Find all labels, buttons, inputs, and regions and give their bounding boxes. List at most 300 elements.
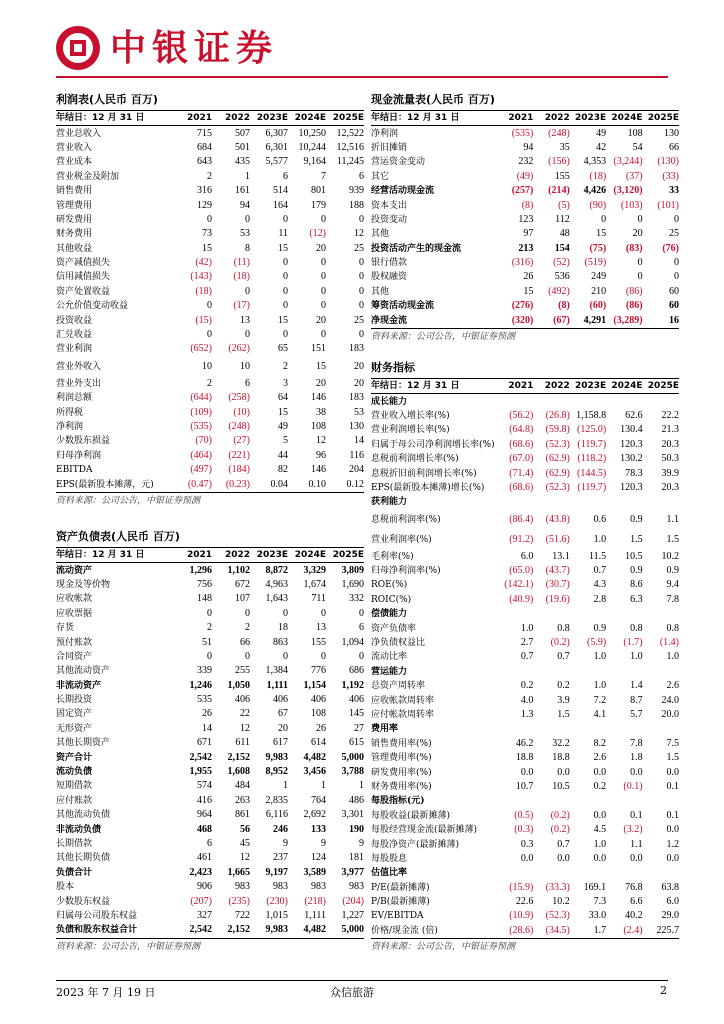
cell-value: 48 xyxy=(559,228,570,240)
row-label: 净现金流 xyxy=(371,315,408,326)
row-label: 现金及等价物 xyxy=(56,579,111,590)
row-label: 销售费用 xyxy=(56,186,93,197)
cell-value: 210 xyxy=(591,285,607,297)
cell-value: 1.5 xyxy=(666,533,679,545)
cell-value: 130.2 xyxy=(620,453,643,465)
cell-value: 0 xyxy=(245,329,250,341)
cell-value: 123 xyxy=(518,213,534,225)
cell-value: (0.2) xyxy=(550,809,570,821)
cell-value: 4,482 xyxy=(303,751,326,763)
cell-value: 0.0 xyxy=(666,824,679,836)
cell-value: 4.5 xyxy=(593,824,607,836)
header-label: 年结日：12 月 31 日 xyxy=(56,548,174,563)
cashflow-statement xyxy=(371,90,679,345)
cell-value: (62.9) xyxy=(545,467,570,479)
cell-value: 0 xyxy=(359,300,364,312)
cell-value: 20 xyxy=(316,314,326,326)
cell-value: 764 xyxy=(311,794,326,806)
table-row xyxy=(371,213,679,227)
cell-value: 5.7 xyxy=(630,709,643,720)
table-row xyxy=(56,592,364,606)
header-label: 年结日：12 月 31 日 xyxy=(56,111,174,126)
cell-value: 4,291 xyxy=(583,314,607,326)
cell-value: 183 xyxy=(349,392,364,404)
row-label: 息税前利润率(%) xyxy=(371,514,441,525)
table-header-row xyxy=(56,111,364,126)
cell-value: 9,983 xyxy=(265,751,288,763)
cell-value: 0.8 xyxy=(666,622,679,634)
cell-value: (12) xyxy=(309,228,326,240)
cell-value: 722 xyxy=(235,909,250,921)
table-row xyxy=(371,313,679,327)
cell-value: (5.9) xyxy=(587,637,607,649)
row-label: 股权融资 xyxy=(371,272,408,283)
cell-value: (86.4) xyxy=(509,513,534,525)
cell-value: 130.4 xyxy=(620,424,643,436)
cell-value: 14 xyxy=(354,435,364,447)
cell-value: 964 xyxy=(197,809,212,821)
cell-value: 120.3 xyxy=(620,438,643,450)
cell-value: 0.0 xyxy=(630,766,643,778)
cell-value: 435 xyxy=(235,156,250,168)
cell-value: 0.7 xyxy=(593,565,607,577)
cell-value: 26 xyxy=(202,708,212,720)
cell-value: 486 xyxy=(349,794,364,806)
cell-value xyxy=(606,394,642,409)
cell-value: 0.2 xyxy=(557,680,570,692)
table-row xyxy=(371,394,679,409)
cell-value: 20 xyxy=(278,722,288,734)
cell-value: (184) xyxy=(228,464,250,476)
cell-value: 2,835 xyxy=(265,794,288,806)
cashflow-source: 资料来源：公司公告，中银证券预测 xyxy=(371,328,679,345)
row-label: 投资收益 xyxy=(56,315,93,326)
cell-value: (15) xyxy=(195,314,212,326)
cell-value: 0.0 xyxy=(630,852,643,864)
cell-value: 8.2 xyxy=(593,737,607,749)
table-row xyxy=(56,765,364,779)
balance-sheet xyxy=(56,527,364,955)
cashflow-table xyxy=(371,111,679,328)
cell-value: 514 xyxy=(273,185,288,197)
cell-value xyxy=(643,495,679,509)
cell-value: 5 xyxy=(283,435,288,447)
header-year: 2025E xyxy=(643,111,679,126)
table-row xyxy=(56,779,364,793)
cell-value: 1.2 xyxy=(666,838,679,850)
cell-value: 0.7 xyxy=(557,651,570,663)
cell-value: (519) xyxy=(584,257,607,269)
cell-value: 0 xyxy=(245,607,250,619)
cell-value: 25 xyxy=(669,228,679,240)
cell-value: 65 xyxy=(278,343,288,355)
row-label: 筹资活动现金流 xyxy=(371,301,435,312)
page-header xyxy=(56,24,668,78)
cell-value: (10.9) xyxy=(509,910,534,922)
row-label: 研发费用率(%) xyxy=(371,767,432,778)
cell-value: 2.7 xyxy=(520,637,534,649)
cell-value: 0 xyxy=(283,650,288,662)
row-label: 营业外收入 xyxy=(56,361,102,372)
cell-value: 2.6 xyxy=(593,752,607,764)
cell-value xyxy=(570,665,606,679)
row-label: 营业成本 xyxy=(56,157,93,168)
cell-value: 686 xyxy=(349,665,364,677)
cell-value: 107 xyxy=(235,593,250,605)
cell-value: (248) xyxy=(548,127,570,139)
row-label: 归属母公司股东权益 xyxy=(56,910,138,921)
cell-value: 0.1 xyxy=(666,809,679,821)
cell-value: (8) xyxy=(558,300,570,312)
cell-value: 108 xyxy=(311,421,326,432)
cell-value: 983 xyxy=(273,881,288,893)
cell-value: 983 xyxy=(311,881,326,893)
row-label: 流动资产 xyxy=(56,565,93,576)
cell-value: 1,015 xyxy=(265,909,288,921)
cell-value: (218) xyxy=(304,895,326,907)
header-year: 2021 xyxy=(174,111,212,126)
cell-value: 27 xyxy=(354,722,364,734)
table-row xyxy=(371,184,679,198)
cell-value: 94 xyxy=(240,199,250,211)
cell-value: 2,423 xyxy=(189,866,212,878)
cell-value: 1.0 xyxy=(593,838,607,850)
table-row xyxy=(56,227,364,241)
table-row xyxy=(56,607,364,621)
cell-value: 0.0 xyxy=(666,766,679,778)
cell-value: (26.8) xyxy=(545,409,570,421)
cell-value: 46.2 xyxy=(515,737,534,749)
cell-value: 15 xyxy=(316,360,326,372)
cell-value: 1,154 xyxy=(303,679,326,691)
cell-value xyxy=(533,394,569,409)
row-label: EPS(最新股本摊薄，元) xyxy=(56,479,154,490)
table-row xyxy=(56,434,364,448)
table-row xyxy=(56,242,364,256)
cell-value: (3,244) xyxy=(613,156,643,168)
cell-value: 120.3 xyxy=(620,481,643,493)
table-row xyxy=(371,285,679,299)
row-label: 合同资产 xyxy=(56,651,93,662)
cell-value: 9,197 xyxy=(265,866,288,878)
cell-value: 0 xyxy=(637,257,643,269)
cell-value: 0 xyxy=(283,285,288,297)
row-label: EPS(最新股本摊薄)增长(%) xyxy=(371,482,485,493)
row-label: 投资变动 xyxy=(371,214,408,225)
cell-value: 0.12 xyxy=(346,478,364,490)
cell-value: 0 xyxy=(674,271,679,283)
cell-value: 9.4 xyxy=(666,579,679,591)
cell-value: (497) xyxy=(190,464,212,476)
table-row xyxy=(56,299,364,313)
cell-value: 2 xyxy=(207,377,212,389)
cell-value: (262) xyxy=(228,343,250,355)
cell-value: 124 xyxy=(311,852,326,864)
cell-value: 2,542 xyxy=(189,924,212,936)
cell-value: 49 xyxy=(278,421,288,432)
cell-value: 10.5 xyxy=(552,780,570,792)
table-row xyxy=(371,794,679,808)
cell-value: 151 xyxy=(311,343,326,355)
cell-value: 711 xyxy=(311,593,326,605)
header-year: 2024E xyxy=(606,379,642,394)
cell-value: 684 xyxy=(197,141,212,153)
header-year: 2023E xyxy=(250,548,288,563)
cell-value: (204) xyxy=(342,895,364,907)
cell-value: (67) xyxy=(553,314,570,326)
cell-value: (248) xyxy=(228,421,250,432)
cell-value: 0 xyxy=(321,213,326,225)
cell-value: 6,307 xyxy=(265,127,288,139)
cell-value: (86) xyxy=(625,285,643,297)
table-row xyxy=(371,665,679,679)
cell-value: (652) xyxy=(190,343,212,355)
row-label: 销售费用率(%) xyxy=(371,738,432,749)
cell-value: 225.7 xyxy=(656,924,679,936)
cell-value: 1.1 xyxy=(630,838,643,850)
cell-value: 939 xyxy=(349,185,364,197)
cell-value: 21.3 xyxy=(661,424,679,436)
cell-value: 39.9 xyxy=(661,467,679,479)
cell-value: 1.0 xyxy=(593,680,607,692)
cell-value: (276) xyxy=(511,300,534,312)
header-year: 2021 xyxy=(497,379,533,394)
row-label: 息税前利润增长率(%) xyxy=(371,454,459,465)
cell-value: 801 xyxy=(311,185,326,197)
table-row xyxy=(56,328,364,342)
row-label: 长期借款 xyxy=(56,839,93,849)
row-label: 应收票据 xyxy=(56,608,93,619)
cell-value: 66 xyxy=(240,636,250,648)
cell-value: (43.8) xyxy=(545,513,570,525)
cell-value: 13 xyxy=(240,314,250,326)
cell-value: 0.0 xyxy=(593,852,607,864)
table-row xyxy=(371,866,679,880)
cell-value: (320) xyxy=(511,314,534,326)
cell-value: (65.0) xyxy=(509,565,534,577)
cell-value: 6.0 xyxy=(520,550,534,562)
table-row xyxy=(56,270,364,284)
cell-value: (86) xyxy=(625,300,643,312)
cell-value: 44 xyxy=(278,449,288,461)
cell-value: 2 xyxy=(283,360,288,372)
cell-value: (214) xyxy=(548,185,570,197)
cell-value: 2,692 xyxy=(303,809,326,821)
cell-value xyxy=(533,665,569,679)
cell-value xyxy=(570,794,606,808)
cell-value: 0 xyxy=(359,329,364,341)
cell-value: 339 xyxy=(197,665,212,677)
cell-value: 0 xyxy=(283,300,288,312)
row-label: 营业外支出 xyxy=(56,378,102,389)
cell-value: 0.10 xyxy=(308,478,326,490)
cell-value: 0.1 xyxy=(630,809,643,821)
table-row xyxy=(371,550,679,564)
table-row xyxy=(56,621,364,635)
cell-value: 0 xyxy=(207,650,212,662)
cell-value: 1.0 xyxy=(520,622,534,634)
row-label: 预付账款 xyxy=(56,637,93,648)
header-label: 年结日：12 月 31 日 xyxy=(371,379,497,394)
cell-value: 10.2 xyxy=(552,896,570,908)
row-label: 成长能力 xyxy=(371,396,408,407)
table-row xyxy=(56,377,364,391)
table-row xyxy=(56,750,364,764)
cell-value: 15 xyxy=(278,314,288,326)
cell-value: (75) xyxy=(589,242,607,254)
row-label: 净利润 xyxy=(56,422,84,432)
cell-value: 0 xyxy=(637,271,643,283)
cell-value: 4,426 xyxy=(583,185,607,197)
cell-value: 0 xyxy=(321,650,326,662)
cell-value: (76) xyxy=(662,242,679,254)
cell-value: 0 xyxy=(359,607,364,619)
cell-value xyxy=(533,607,569,621)
row-label: 资产处置收益 xyxy=(56,286,111,297)
cell-value: (68.6) xyxy=(509,481,534,493)
cell-value: (18) xyxy=(233,271,250,283)
cell-value: 148 xyxy=(197,593,212,605)
cell-value: 169.1 xyxy=(583,881,607,893)
cell-value: 0.9 xyxy=(630,565,643,577)
cell-value: 0 xyxy=(674,213,679,225)
row-label: 其他长期资产 xyxy=(56,738,111,749)
cell-value: 66 xyxy=(669,141,679,153)
cell-value: 0 xyxy=(207,213,212,225)
cell-value: 1,111 xyxy=(304,909,326,921)
cell-value: 501 xyxy=(235,141,250,153)
row-label: 银行借款 xyxy=(371,258,408,269)
cell-value: 9 xyxy=(321,838,326,849)
cell-value: 3,788 xyxy=(341,766,364,778)
cell-value: (17) xyxy=(233,300,250,312)
cell-value: 62.6 xyxy=(625,409,643,421)
table-row xyxy=(371,510,679,530)
cell-value: (52.3) xyxy=(545,481,570,493)
cell-value: 0 xyxy=(359,257,364,269)
cell-value: 0 xyxy=(321,607,326,619)
table-row xyxy=(371,141,679,155)
cell-value: (0.5) xyxy=(514,809,534,821)
row-label: 应收帐款周转率 xyxy=(371,695,435,706)
cell-value: 1 xyxy=(321,780,326,792)
cell-value: 0 xyxy=(321,329,326,341)
boc-logo-icon xyxy=(56,26,100,70)
cell-value: 20 xyxy=(354,377,364,389)
table-row xyxy=(56,405,364,419)
cell-value: 11 xyxy=(278,228,288,240)
table-row xyxy=(371,881,679,895)
cell-value: 204 xyxy=(349,464,364,476)
header-year: 2025E xyxy=(643,379,679,394)
row-label: 息税折旧前利润增长率(%) xyxy=(371,468,477,479)
cell-value: 10.7 xyxy=(515,780,534,792)
table-row xyxy=(56,851,364,865)
cell-value: (130) xyxy=(657,156,679,168)
cell-value xyxy=(533,495,569,509)
cell-value: 0 xyxy=(637,213,643,225)
footer-rule xyxy=(56,980,668,981)
cell-value: 0 xyxy=(321,271,326,283)
cell-value: 3,589 xyxy=(303,866,326,878)
cell-value: (207) xyxy=(190,895,212,907)
row-label: 费用率 xyxy=(371,724,399,735)
cell-value: 983 xyxy=(349,881,364,893)
cell-value: (43.7) xyxy=(545,565,570,577)
cell-value: 10.2 xyxy=(661,550,679,562)
cell-value: 24.0 xyxy=(661,694,679,706)
header-year: 2022 xyxy=(533,379,569,394)
row-label: 营运能力 xyxy=(371,666,408,677)
cell-value: 35 xyxy=(559,141,570,153)
table-row xyxy=(56,184,364,198)
header-year: 2022 xyxy=(533,111,569,126)
cell-value: 25 xyxy=(354,314,364,326)
header-year: 2023E xyxy=(570,379,606,394)
cell-value: 574 xyxy=(197,780,212,792)
row-label: 所得税 xyxy=(56,407,84,418)
cell-value: 1,227 xyxy=(341,909,364,921)
table-row xyxy=(371,242,679,256)
cell-value: 4,482 xyxy=(303,924,326,936)
cell-value: 1,246 xyxy=(189,679,212,691)
cell-value: 332 xyxy=(349,593,364,605)
row-label: 非流动资产 xyxy=(56,680,102,691)
cell-value: 617 xyxy=(273,737,288,749)
table-row xyxy=(371,621,679,635)
cell-value: (535) xyxy=(511,127,534,139)
cell-value: 45 xyxy=(240,838,250,849)
cell-value: (19.6) xyxy=(545,593,570,605)
cell-value: 2 xyxy=(207,622,212,634)
table-row xyxy=(56,449,364,463)
cell-value: (90) xyxy=(589,199,607,211)
table-row xyxy=(371,737,679,751)
row-label: 资产负债率 xyxy=(371,623,417,634)
row-label: 无形资产 xyxy=(56,723,93,734)
cell-value: 133 xyxy=(311,823,326,835)
cell-value: 0 xyxy=(359,650,364,662)
header-year: 2023E xyxy=(570,111,606,126)
cell-value: (64.8) xyxy=(509,424,534,436)
header-year: 2021 xyxy=(497,111,533,126)
cell-value: 3,329 xyxy=(303,564,326,576)
cell-value: (34.5) xyxy=(545,924,570,936)
cell-value: (52.3) xyxy=(545,438,570,450)
row-label: 少数股东损益 xyxy=(56,436,111,447)
cell-value: 0.04 xyxy=(270,478,288,490)
table-row xyxy=(56,578,364,592)
cell-value: 507 xyxy=(235,127,250,139)
cell-value: (0.3) xyxy=(514,824,534,836)
cell-value: 0.3 xyxy=(520,838,534,850)
row-label: 营业利润率(%) xyxy=(371,534,432,545)
cell-value: 1,643 xyxy=(265,593,288,605)
cell-value: 1,192 xyxy=(341,679,364,691)
cell-value: 0 xyxy=(359,285,364,297)
cell-value: 536 xyxy=(554,271,570,283)
cell-value: (0.1) xyxy=(623,780,643,792)
cell-value xyxy=(606,866,642,880)
table-row xyxy=(56,213,364,227)
row-label: P/E(最新摊薄) xyxy=(371,882,430,893)
cell-value: 14 xyxy=(202,722,212,734)
row-label: 少数股东权益 xyxy=(56,896,111,907)
cell-value: (258) xyxy=(228,392,250,404)
cell-value xyxy=(606,665,642,679)
cell-value: (33.3) xyxy=(545,881,570,893)
income-source: 资料来源：公司公告，中银证券预测 xyxy=(56,492,364,509)
